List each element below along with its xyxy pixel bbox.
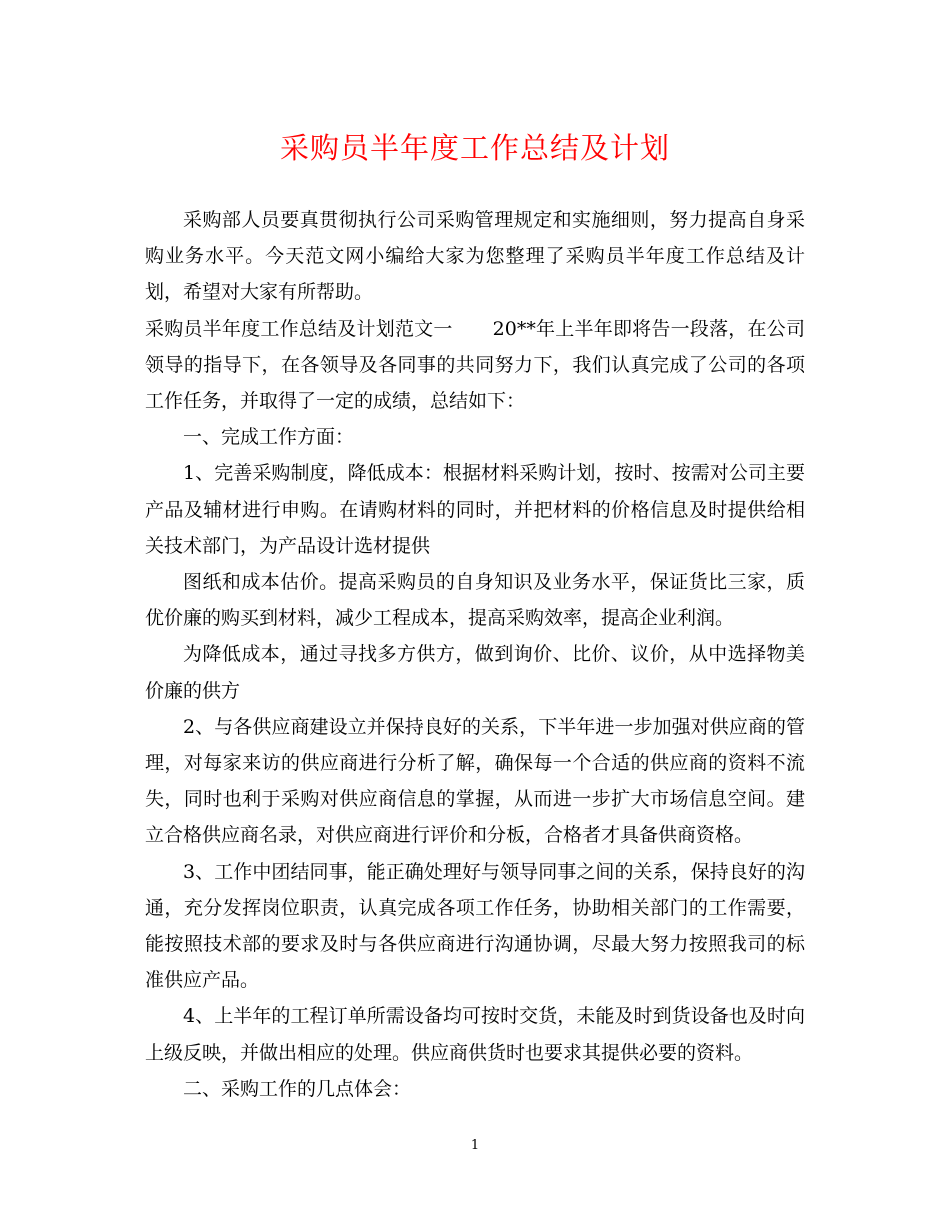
sample-opening: 20**年上半年即将告一段落，在公司领导的指导下，在各领导及各同事的共同努力下，我们认真完成了公司的各项工作任务，并取得了一定的成绩，总结如下： [145, 317, 805, 413]
item-1-continuation: 图纸和成本估价。提高采购员的自身知识及业务水平，保证货比三家，质优价廉的购买到材料，减少工程成本，提高采购效率，提高企业利润。 [145, 571, 805, 630]
item-2-paragraph: 2、与各供应商建设立并保持良好的关系，下半年进一步加强对供应商的管理，对每家来访的供应商进行分析了解，确保每一个合适的供应商的资料不流失，同时也利于采购对供应商信息的掌握，从而进一步扩大市场信息空间。建立合格供应商名录，对供应商进行评价和分板，合格者才具备供商资格。 [145, 715, 805, 847]
page-number: 1 [470, 1138, 480, 1153]
page-title: 采购员半年度工作总结及计划 [279, 131, 670, 165]
item-4-paragraph: 4、上半年的工程订单所需设备均可按时交货，未能及时到货设备也及时向上级反映，并做出相应的处理。供应商供货时也要求其提供必要的资料。 [145, 1005, 805, 1064]
intro-paragraph: 采购部人员要真贯彻执行公司采购管理规定和实施细则，努力提高自身采购业务水平。今天范文网小编给大家为您整理了采购员半年度工作总结及计划，希望对大家有所帮助。 [145, 209, 805, 304]
sample-paragraph [145, 311, 805, 420]
item-1-paragraph: 1、完善采购制度，降低成本：根据材料采购计划，按时、按需对公司主要产品及辅材进行申购。在请购材料的同时，并把材料的价格信息及时提供给相关技术部门，为产品设计选材提供 [145, 462, 805, 557]
section-heading-1: 一、完成工作方面： [183, 426, 355, 449]
item-3-paragraph: 3、工作中团结同事，能正确处理好与领导同事之间的关系，保持良好的沟通，充分发挥岗位职责，认真完成各项工作任务，协助相关部门的工作需要，能按照技术部的要求及时与各供应商进行沟通协调，尽最大努力按照我司的标准供应产品。 [145, 860, 805, 992]
section-heading-2: 二、采购工作的几点体会： [183, 1077, 412, 1100]
document-body [145, 202, 805, 1107]
sample-heading: 采购员半年度工作总结及计划范文一 [145, 317, 453, 340]
item-1-cost-paragraph: 为降低成本，通过寻找多方供方，做到询价、比价、议价，从中选择物美价廉的供方 [145, 643, 805, 702]
